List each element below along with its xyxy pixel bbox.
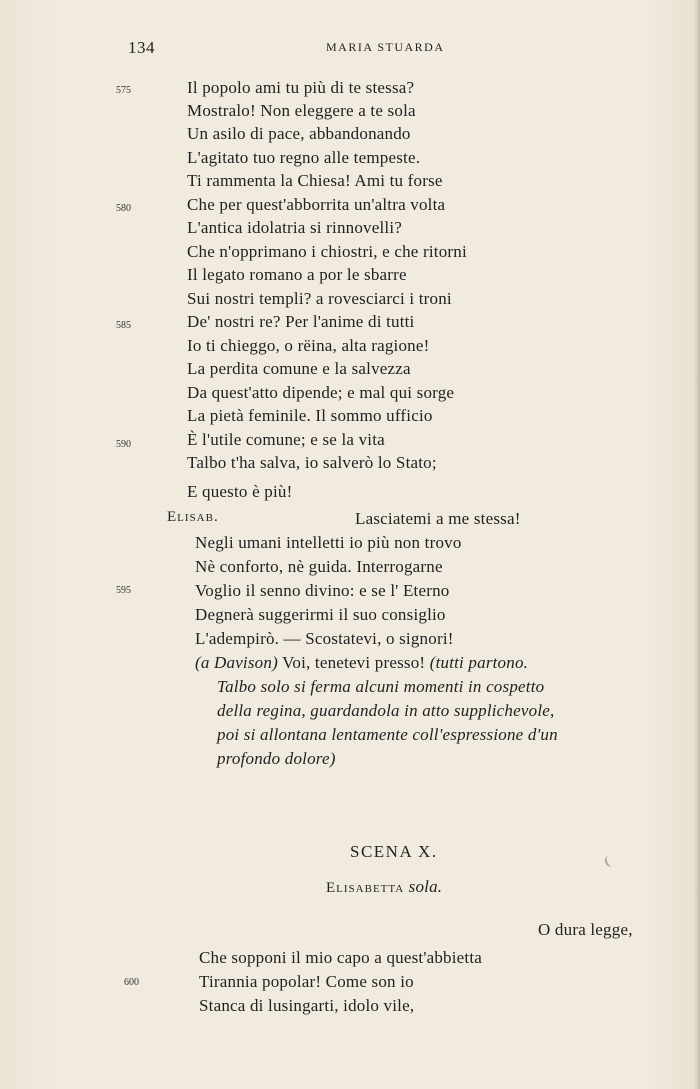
verse-line: Il legato romano a por le sbarre [187,265,407,284]
verse-line: Tirannia popolar! Come son io [199,972,414,991]
stage-direction-line: poi si allontana lentamente coll'espressione d'un [217,725,558,744]
verse-line: Da quest'atto dipende; e mal qui sorge [187,383,455,402]
scene-heading: SCENA X. [350,842,438,861]
verse-fragment: Voi, tenetevi presso! [282,653,426,672]
speaker-name: Elisab. [167,509,219,525]
stage-direction-line: Talbo solo si ferma alcuni momenti in cospetto [217,677,545,696]
verse-line: O dura legge, [538,920,633,939]
verse-line: Che per quest'abborrita un'altra volta [187,195,446,214]
stage-direction: (tutti partono. [429,653,529,672]
direction-line [195,653,528,673]
verse-line: Ti rammenta la Chiesa! Ami tu forse [187,171,443,190]
stage-direction-line: profondo dolore) [217,749,336,768]
verse-line: Il popolo ami tu più di te stessa? [187,78,415,97]
verse-line: L'adempirò. — Scostatevi, o signori! [195,629,454,648]
verse-line: La perdita comune e la salvezza [187,359,411,378]
line-number: 585 [116,320,131,331]
verse-line: Sui nostri templi? a rovesciarci i troni [187,289,452,308]
verse-line: Che n'opprimano i chiostri, e che ritorni [187,242,467,261]
verse-line: Lasciatemi a me stessa! [355,509,521,528]
line-number: 600 [124,977,139,988]
verse-line: Che sopponi il mio capo a quest'abbietta [199,948,483,967]
scene-character-line [326,877,442,897]
verse-line: Voglio il senno divino: e se l' Eterno [195,581,450,600]
verse-line: Talbo t'ha salva, io salverò lo Stato; [187,453,437,472]
verse-line: Io ti chieggo, o rëina, alta ragione! [187,336,430,355]
verse-line: È l'utile comune; e se la vita [187,430,385,449]
verse-line: Mostralo! Non eleggere a te sola [187,101,416,120]
verse-line: Negli umani intelletti io più non trovo [195,533,462,552]
line-number: 590 [116,439,131,450]
page-edge-shadow [694,0,700,1089]
running-title: MARIA STUARDA [326,40,445,54]
verse-line: E questo è più! [187,482,293,501]
verse-line: Un asilo di pace, abbandonando [187,124,411,143]
stage-direction: (a Davison) [195,653,278,672]
scene-character: Elisabetta [326,880,405,896]
line-number: 575 [116,85,131,96]
scene-character-note: sola. [408,877,443,896]
line-number: 595 [116,585,131,596]
verse-line: Nè conforto, nè guida. Interrogarne [195,557,443,576]
verse-line: De' nostri re? Per l'anime di tutti [187,312,415,331]
verse-line: Stanca di lusingarti, idolo vile, [199,996,415,1015]
print-mark [603,854,617,869]
page-number: 134 [128,38,155,57]
verse-line: La pietà feminile. Il sommo ufficio [187,406,433,425]
stage-direction-line: della regina, guardandola in atto supplichevole, [217,701,555,720]
verse-line: L'antica idolatria si rinnovelli? [187,218,403,237]
line-number: 580 [116,203,131,214]
verse-line: L'agitato tuo regno alle tempeste. [187,148,421,167]
verse-line: Degnerà suggerirmi il suo consiglio [195,605,446,624]
